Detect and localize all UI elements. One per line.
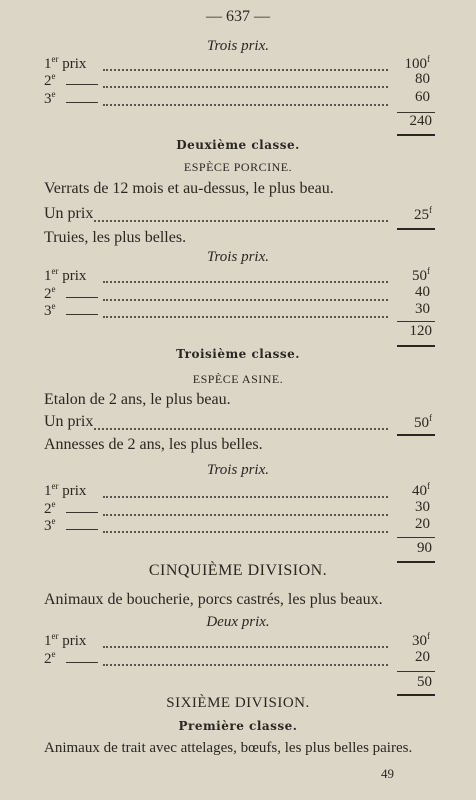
prize-rank-3: 3e	[44, 89, 56, 107]
prize-amount: 25$^f$	[414, 205, 432, 223]
prize-rank-2: 2e	[44, 71, 56, 89]
ditto-dash	[66, 662, 98, 663]
entry-text: Annesses de 2 ans, les plus belles.	[44, 436, 263, 453]
prize-amount: 40$^f$	[412, 481, 430, 499]
prize-amount: 30	[415, 301, 430, 317]
division-title: CINQUIÈME DIVISION.	[148, 562, 328, 579]
ditto-dash	[66, 84, 98, 85]
prize-rank-2: 2e	[44, 499, 56, 517]
printer-signature: 49	[381, 766, 394, 781]
total-rule	[397, 434, 435, 436]
total-amount: 240	[409, 113, 432, 129]
total-rule	[397, 134, 435, 136]
total-amount: 90	[417, 540, 432, 556]
entry-text: Verrats de 12 mois et au-dessus, le plus beau.	[44, 180, 334, 197]
sum-rule	[397, 321, 435, 322]
leader-dots	[94, 220, 388, 222]
prize-heading: Trois prix.	[207, 462, 269, 478]
leader-dots	[103, 69, 388, 71]
ditto-dash	[66, 314, 98, 315]
ditto-dash	[66, 529, 98, 530]
class-title: Deuxième classe.	[176, 138, 300, 152]
prize-amount: 50$^f$	[414, 413, 432, 431]
prize-heading: Trois prix.	[207, 249, 269, 265]
leader-dots	[103, 496, 388, 498]
ditto-dash	[66, 512, 98, 513]
prize-rank-1: 1er prix	[44, 266, 87, 284]
leader-dots	[103, 316, 388, 318]
species-title: ESPÈCE PORCINE.	[183, 160, 293, 174]
page-number: — 637 —	[206, 8, 270, 25]
single-prize-label: Un prix	[44, 413, 94, 430]
total-amount: 120	[409, 323, 432, 339]
division-title: SIXIÈME DIVISION.	[166, 695, 310, 711]
prize-amount: 40	[415, 284, 430, 300]
prize-amount: 100$^f$	[404, 54, 430, 72]
prize-amount: 30$^f$	[412, 631, 430, 649]
leader-dots	[103, 664, 388, 666]
prize-rank-1: 1er prix	[44, 54, 87, 72]
prize-amount: 20	[415, 516, 430, 532]
prize-amount: 30	[415, 499, 430, 515]
sum-rule	[397, 537, 435, 538]
entry-text: Etalon de 2 ans, le plus beau.	[44, 391, 231, 408]
total-amount: 50	[417, 674, 432, 690]
prize-rank-1: 1er prix	[44, 481, 87, 499]
entry-text: Animaux de boucherie, porcs castrés, les plus beaux.	[44, 591, 383, 608]
prize-amount: 20	[415, 649, 430, 665]
prize-rank-3: 3e	[44, 516, 56, 534]
total-rule	[397, 228, 435, 230]
leader-dots	[103, 86, 388, 88]
ditto-dash	[66, 102, 98, 103]
prize-rank-2: 2e	[44, 649, 56, 667]
leader-dots	[103, 299, 388, 301]
sum-rule	[397, 671, 435, 672]
prize-heading: Deux prix.	[206, 614, 270, 630]
prize-rank-2: 2e	[44, 284, 56, 302]
leader-dots	[94, 428, 388, 430]
prize-rank-1: 1er prix	[44, 631, 87, 649]
leader-dots	[103, 531, 388, 533]
prize-heading: Trois prix.	[207, 38, 269, 54]
prize-amount: 80	[415, 71, 430, 87]
entry-text: Truies, les plus belles.	[44, 229, 187, 246]
single-prize-label: Un prix	[44, 205, 94, 222]
prize-rank-3: 3e	[44, 301, 56, 319]
class-title: Troisième classe.	[176, 347, 300, 361]
leader-dots	[103, 514, 388, 516]
class-title: Première classe.	[178, 719, 298, 733]
ditto-dash	[66, 297, 98, 298]
entry-text: Animaux de trait avec attelages, bœufs, les plus belles paires.	[44, 740, 413, 756]
leader-dots	[103, 281, 388, 283]
leader-dots	[103, 646, 388, 648]
prize-amount: 50$^f$	[412, 266, 430, 284]
leader-dots	[103, 104, 388, 106]
species-title: ESPÈCE ASINE.	[192, 372, 284, 386]
prize-amount: 60	[415, 89, 430, 105]
